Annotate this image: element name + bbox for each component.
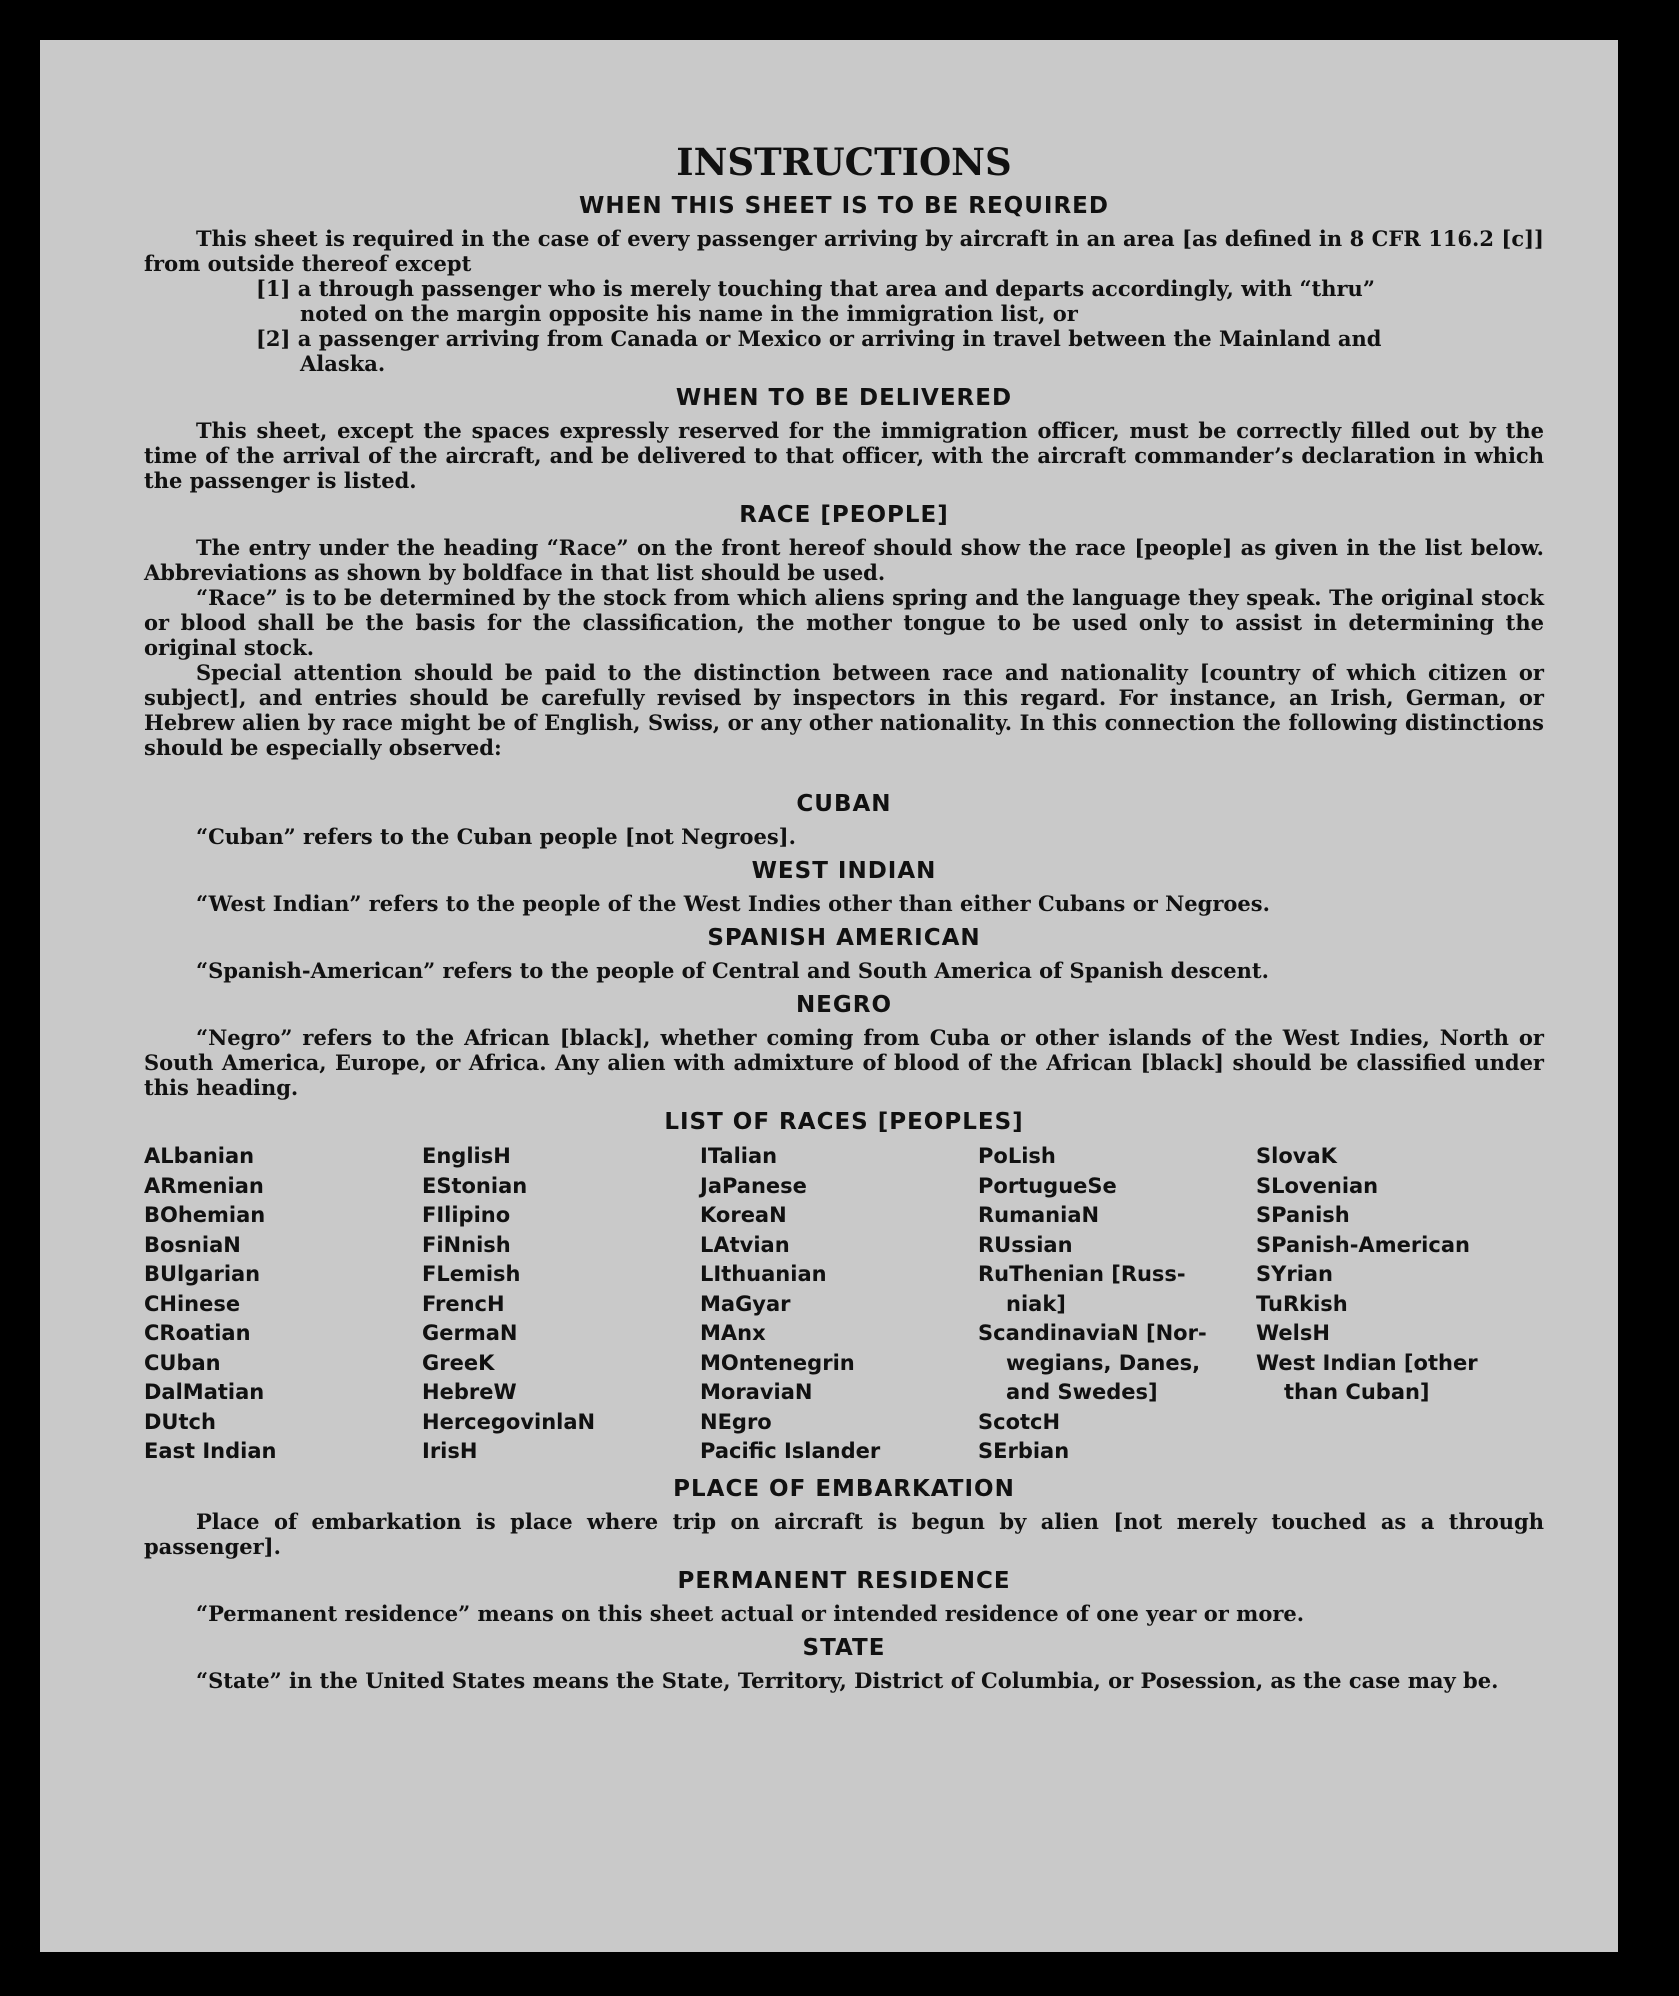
race-item: BUlgarian [144, 1262, 261, 1286]
race-item: ALbanian [144, 1144, 255, 1168]
heading-list-of-races: LIST OF RACES [PEOPLES] [664, 1109, 1024, 1135]
race-item: LAtvian [700, 1232, 790, 1257]
race-item: JaPanese [700, 1173, 807, 1198]
when-required-body: This sheet is required in the case of every passenger arriving by aircraft in an area [as defined in 8 CFR 116.2 [c]] from outside thereof except [144, 226, 1544, 276]
race-item: ARmenian [144, 1173, 264, 1198]
west-indian-body: “West Indian” refers to the people of the West Indies other than either Cubans or Negroes. [196, 891, 1270, 916]
race-item: MOntenegrin [700, 1350, 855, 1375]
race-item-continued: niak] [1006, 1291, 1066, 1316]
race-item: Pacific Islander [700, 1439, 881, 1463]
race-item: KoreaN [700, 1203, 787, 1227]
race-item: MoraviaN [700, 1380, 813, 1404]
race-item: GermaN [422, 1321, 518, 1345]
race-item: ScotcH [978, 1409, 1061, 1434]
exception-1-line2: noted on the margin opposite his name in the immigration list, or [300, 301, 1078, 326]
races-list [144, 1142, 1544, 1467]
race-item: SPanish-American [1256, 1232, 1470, 1257]
heading-embarkation: PLACE OF EMBARKATION [673, 1475, 1015, 1502]
races-column-2 [422, 1142, 700, 1467]
race-item: ITalian [700, 1144, 778, 1168]
exception-1-line1: [1] a through passenger who is merely touching that area and departs accordingly, with “thru” [256, 276, 1375, 301]
race-item: RUssian [978, 1232, 1073, 1257]
instruction-sheet [40, 40, 1618, 1952]
when-delivered-body: This sheet, except the spaces expressly reserved for the immigration officer, must be correctly filled out by the time of the arrival of the aircraft, and be delivered to that officer, with the aircraft commander’s declaration in which the passenger is listed. [144, 418, 1544, 493]
race-item-continued: and Swedes] [1006, 1380, 1158, 1404]
race-item: GreeK [422, 1350, 495, 1375]
race-item: HebreW [422, 1380, 517, 1404]
heading-state: STATE [802, 1634, 886, 1661]
race-item: SLovenian [1256, 1173, 1379, 1198]
race-item: PortugueSe [978, 1173, 1117, 1198]
race-item: PoLish [978, 1144, 1056, 1168]
race-item: MaGyar [700, 1291, 791, 1316]
spanish-american-body: “Spanish-American” refers to the people of Central and South America of Spanish descent. [196, 958, 1269, 983]
cuban-body: “Cuban” refers to the Cuban people [not Negroes]. [196, 824, 796, 849]
race-item: FiNnish [422, 1232, 511, 1257]
page-title: INSTRUCTIONS [676, 140, 1012, 184]
race-item: EnglisH [422, 1144, 511, 1168]
race-item: MAnx [700, 1321, 766, 1345]
race-item: West Indian [other [1256, 1350, 1478, 1375]
exception-2-line1: [2] a passenger arriving from Canada or Mexico or arriving in travel between the Mainland and [256, 326, 1382, 351]
heading-permanent-residence: PERMANENT RESIDENCE [677, 1567, 1011, 1594]
races-column-5 [1256, 1142, 1534, 1467]
race-item: FIlipino [422, 1203, 511, 1227]
heading-west-indian: WEST INDIAN [751, 858, 937, 884]
spacer [144, 760, 1544, 782]
race-item: WelsH [1256, 1321, 1330, 1345]
race-item: SPanish [1256, 1203, 1350, 1227]
race-item: SlovaK [1256, 1144, 1337, 1168]
race-paragraph-2: “Race” is to be determined by the stock from which aliens spring and the language they speak. The original stock or blood shall be the basis for the classification, the mother tongue to be used only to assist in determining the original stock. [144, 585, 1544, 660]
race-item: NEgro [700, 1409, 772, 1434]
heading-spanish-american: SPANISH AMERICAN [707, 925, 981, 951]
race-item: CHinese [144, 1291, 241, 1316]
race-item: BOhemian [144, 1203, 266, 1227]
negro-body: “Negro” refers to the African [black], whether coming from Cuba or other islands of the West Indies, North or South America, Europe, or Africa. Any alien with admixture of blood of the African [black] should be classified under this heading. [144, 1025, 1544, 1100]
races-column-3 [700, 1142, 978, 1467]
race-item: CRoatian [144, 1321, 251, 1345]
race-item: DUtch [144, 1409, 216, 1434]
race-item: EStonian [422, 1173, 528, 1198]
race-item: RuThenian [Russ- [978, 1262, 1186, 1286]
race-item: HercegovinlaN [422, 1409, 596, 1434]
race-item: TuRkish [1256, 1291, 1348, 1316]
state-body: “State” in the United States means the State, Territory, District of Columbia, or Posession, as the case may be. [196, 1667, 1499, 1693]
race-item: BosniaN [144, 1232, 241, 1257]
heading-cuban: CUBAN [796, 791, 892, 817]
races-column-1 [144, 1142, 422, 1467]
exception-2-line2: Alaska. [300, 351, 386, 376]
race-paragraph-3: Special attention should be paid to the distinction between race and nationality [country of which citizen or subject], and entries should be carefully revised by inspectors in this regard. For instance, an Irish, German, or Hebrew alien by race might be of English, Swiss, or any other nationality. In this connection the following distinctions should be especially observed: [144, 660, 1544, 760]
race-item: FrencH [422, 1291, 505, 1316]
race-item: DalMatian [144, 1380, 265, 1404]
race-item: ScandinaviaN [Nor- [978, 1321, 1207, 1345]
residence-body: “Permanent residence” means on this sheet actual or intended residence of one year or more. [196, 1600, 1305, 1626]
race-item: East Indian [144, 1439, 277, 1463]
race-item: IrisH [422, 1439, 478, 1463]
heading-when-delivered: WHEN TO BE DELIVERED [675, 385, 1013, 411]
race-paragraph-1: The entry under the heading “Race” on the front hereof should show the race [people] as given in the list below. Abbreviations as shown by boldface in that list should be used. [144, 535, 1544, 585]
races-column-4 [978, 1142, 1256, 1467]
race-item-continued: wegians, Danes, [1006, 1350, 1201, 1375]
exception-1 [256, 276, 1544, 326]
exception-2 [256, 326, 1544, 376]
heading-race: RACE [PEOPLE] [739, 502, 949, 528]
race-item: FLemish [422, 1262, 521, 1286]
race-item-continued: than Cuban] [1284, 1380, 1430, 1404]
race-item: LIthuanian [700, 1262, 827, 1286]
heading-when-required: WHEN THIS SHEET IS TO BE REQUIRED [579, 193, 1109, 219]
race-item: SErbian [978, 1439, 1070, 1463]
race-item: CUban [144, 1350, 221, 1375]
embarkation-body: Place of embarkation is place where trip on aircraft is begun by alien [not merely touched as a through passenger]. [144, 1508, 1544, 1559]
heading-negro: NEGRO [795, 992, 893, 1018]
sheet-content [144, 140, 1544, 1693]
race-item: SYrian [1256, 1262, 1334, 1286]
race-item: RumaniaN [978, 1203, 1100, 1227]
